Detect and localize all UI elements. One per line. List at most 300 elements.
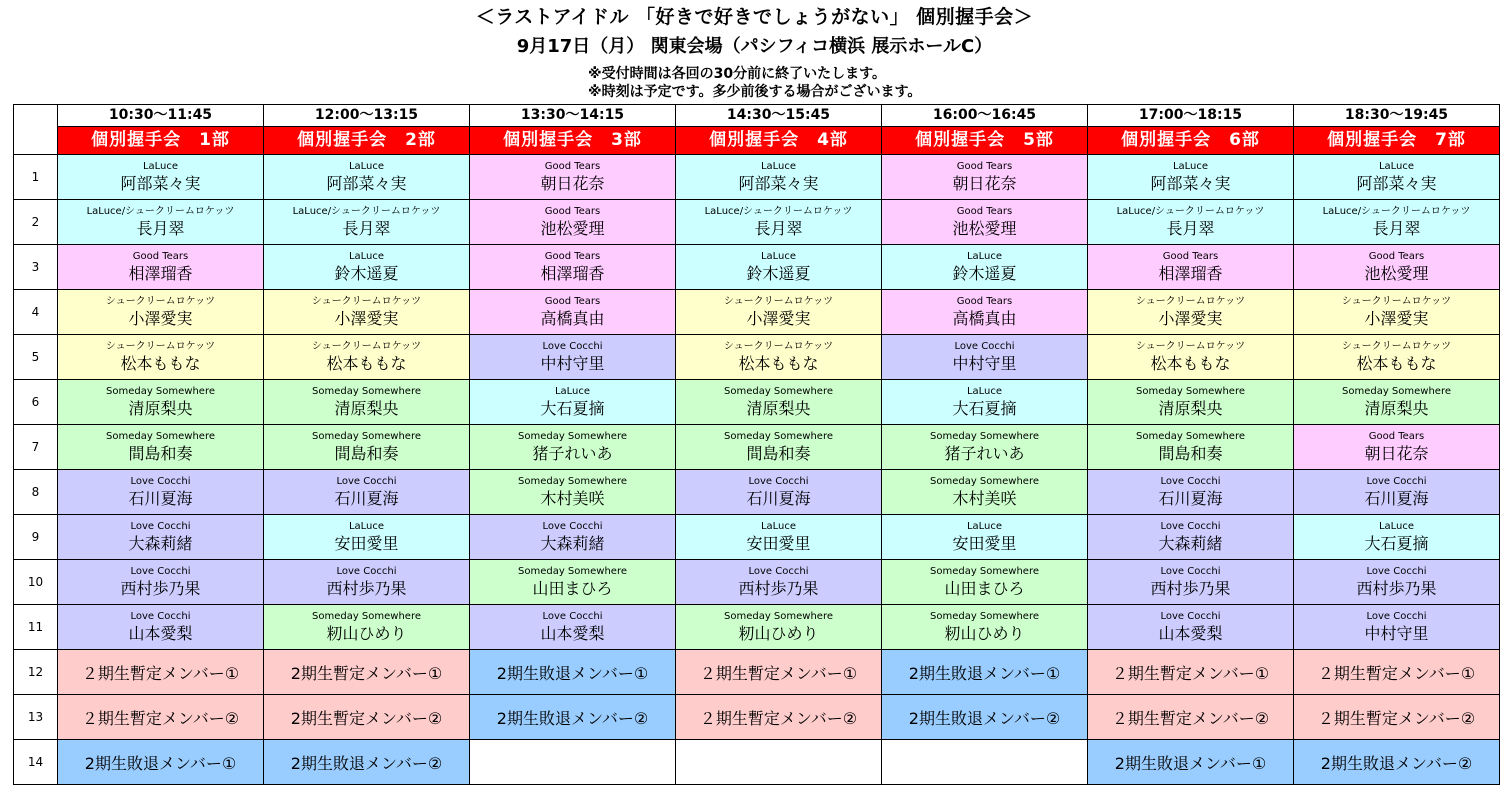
member-cell <box>264 245 470 290</box>
member-name: 石川夏海 <box>128 489 193 508</box>
row-number: 9 <box>14 515 58 560</box>
second-gen-label: 2期生敗退メンバー① <box>84 753 237 773</box>
table-row <box>14 200 1500 245</box>
second-gen-label: 2期生敗退メンバー① <box>908 663 1061 683</box>
group-name: Love Cocchi <box>542 611 603 622</box>
member-cell <box>470 245 676 290</box>
member-name: 相澤瑠香 <box>1158 264 1223 283</box>
row-number: 14 <box>14 740 58 785</box>
group-name: LaLuce <box>966 521 1003 532</box>
group-name: Love Cocchi <box>1160 476 1221 487</box>
member-cell <box>882 290 1088 335</box>
member-cell <box>676 290 882 335</box>
member-cell <box>264 200 470 245</box>
second-gen-cell <box>470 695 676 740</box>
table-row <box>14 380 1500 425</box>
member-name: 間島和奏 <box>746 444 811 463</box>
second-gen-cell <box>1294 740 1500 785</box>
group-name: LaLuce <box>348 161 385 172</box>
group-name: Love Cocchi <box>130 521 191 532</box>
table-row <box>14 515 1500 560</box>
member-cell <box>470 515 676 560</box>
member-cell <box>882 425 1088 470</box>
group-name: LaLuce/シュークリームロケッツ <box>1322 206 1471 217</box>
member-cell <box>1294 425 1500 470</box>
group-name: Someday Somewhere <box>105 431 215 442</box>
table-row <box>14 335 1500 380</box>
second-gen-cell <box>1088 650 1294 695</box>
group-name: LaLuce <box>966 386 1003 397</box>
member-name: 山田まひろ <box>944 579 1025 598</box>
group-name: Good Tears <box>956 206 1013 217</box>
second-gen-label: ２期生暫定メンバー① <box>699 663 858 683</box>
second-gen-label: 2期生敗退メンバー② <box>908 708 1061 728</box>
group-name: Someday Somewhere <box>723 431 833 442</box>
schedule-body <box>14 105 1500 785</box>
member-cell <box>882 605 1088 650</box>
second-gen-label: ２期生暫定メンバー② <box>1111 708 1270 728</box>
group-name: シュークリームロケッツ <box>1135 296 1246 307</box>
member-cell <box>1294 245 1500 290</box>
group-name: Love Cocchi <box>336 566 397 577</box>
member-cell <box>1088 515 1294 560</box>
group-name: Someday Somewhere <box>311 611 421 622</box>
group-name: Good Tears <box>544 296 601 307</box>
member-cell <box>264 335 470 380</box>
member-name: 中村守里 <box>952 354 1017 373</box>
second-gen-label: 2期生敗退メンバー① <box>1114 753 1267 773</box>
group-name: シュークリームロケッツ <box>723 296 834 307</box>
member-name: 鈴木遥夏 <box>746 264 811 283</box>
group-name: Someday Somewhere <box>1341 386 1451 397</box>
group-name: Good Tears <box>1162 251 1219 262</box>
member-name: 長月翠 <box>1166 219 1215 238</box>
member-name: 高橋真由 <box>540 309 605 328</box>
group-name: LaLuce <box>760 251 797 262</box>
member-cell <box>1088 335 1294 380</box>
member-name: 安田愛里 <box>746 534 811 553</box>
table-row <box>14 155 1500 200</box>
group-name: Good Tears <box>1368 431 1425 442</box>
row-number: 12 <box>14 650 58 695</box>
member-name: 朝日花奈 <box>1364 444 1429 463</box>
second-gen-cell <box>1294 650 1500 695</box>
part-label-5: 個別握手会 5部 <box>882 127 1088 155</box>
member-name: 長月翠 <box>1372 219 1421 238</box>
member-name: 石川夏海 <box>1364 489 1429 508</box>
member-name: 池松愛理 <box>952 219 1017 238</box>
row-number: 13 <box>14 695 58 740</box>
member-cell <box>470 560 676 605</box>
group-name: Love Cocchi <box>130 566 191 577</box>
second-gen-cell <box>58 695 264 740</box>
member-name: 清原梨央 <box>334 399 399 418</box>
member-name: 大石夏摘 <box>1364 534 1429 553</box>
member-name: 木村美咲 <box>540 489 605 508</box>
time-slot-7: 18:30～19:45 <box>1294 105 1500 127</box>
member-cell <box>58 560 264 605</box>
member-name: 石川夏海 <box>746 489 811 508</box>
member-cell <box>58 245 264 290</box>
group-name: Someday Somewhere <box>311 431 421 442</box>
group-name: LaLuce <box>1172 161 1209 172</box>
member-name: 間島和奏 <box>128 444 193 463</box>
member-name: 山本愛梨 <box>128 624 193 643</box>
member-cell <box>470 200 676 245</box>
member-name: 西村歩乃果 <box>120 579 201 598</box>
group-name: LaLuce <box>348 521 385 532</box>
group-name: Good Tears <box>544 251 601 262</box>
member-name: 大森莉緒 <box>128 534 193 553</box>
member-cell <box>470 335 676 380</box>
group-name: LaLuce <box>966 251 1003 262</box>
member-cell <box>58 155 264 200</box>
second-gen-cell <box>58 650 264 695</box>
group-name: Love Cocchi <box>1160 566 1221 577</box>
member-cell <box>58 515 264 560</box>
handshake-schedule-table <box>13 104 1500 785</box>
corner-cell <box>14 105 58 155</box>
member-name: 清原梨央 <box>128 399 193 418</box>
member-name: 小澤愛実 <box>334 309 399 328</box>
second-gen-cell <box>264 740 470 785</box>
member-cell <box>470 605 676 650</box>
group-name: Someday Somewhere <box>929 611 1039 622</box>
row-number: 10 <box>14 560 58 605</box>
member-name: 中村守里 <box>540 354 605 373</box>
group-name: Someday Somewhere <box>1135 386 1245 397</box>
member-name: 小澤愛実 <box>128 309 193 328</box>
member-name: 小澤愛実 <box>746 309 811 328</box>
group-name: Love Cocchi <box>748 476 809 487</box>
group-name: Love Cocchi <box>1366 476 1427 487</box>
member-name: 木村美咲 <box>952 489 1017 508</box>
time-slot-1: 10:30～11:45 <box>58 105 264 127</box>
group-name: シュークリームロケッツ <box>105 341 216 352</box>
part-label-2: 個別握手会 2部 <box>264 127 470 155</box>
group-name: LaLuce <box>554 386 591 397</box>
second-gen-cell <box>470 650 676 695</box>
group-name: Love Cocchi <box>130 476 191 487</box>
member-cell <box>264 380 470 425</box>
row-number: 2 <box>14 200 58 245</box>
group-name: Someday Somewhere <box>311 386 421 397</box>
member-name: 清原梨央 <box>1158 399 1223 418</box>
second-gen-label: ２期生暫定メンバー② <box>81 708 240 728</box>
member-name: 朝日花奈 <box>540 174 605 193</box>
time-slot-4: 14:30～15:45 <box>676 105 882 127</box>
group-name: Someday Somewhere <box>517 476 627 487</box>
member-cell <box>676 245 882 290</box>
member-cell <box>1088 200 1294 245</box>
group-name: シュークリームロケッツ <box>1341 296 1452 307</box>
group-name: シュークリームロケッツ <box>1135 341 1246 352</box>
member-name: 相澤瑠香 <box>128 264 193 283</box>
member-cell <box>1294 560 1500 605</box>
group-name: Someday Somewhere <box>517 566 627 577</box>
group-name: シュークリームロケッツ <box>311 341 422 352</box>
part-label-6: 個別握手会 6部 <box>1088 127 1294 155</box>
group-name: LaLuce <box>1378 161 1415 172</box>
member-name: 中村守里 <box>1364 624 1429 643</box>
member-name: 池松愛理 <box>540 219 605 238</box>
member-name: 山本愛梨 <box>1158 624 1223 643</box>
time-slot-6: 17:00～18:15 <box>1088 105 1294 127</box>
member-name: 山本愛梨 <box>540 624 605 643</box>
group-name: LaLuce <box>348 251 385 262</box>
member-cell <box>676 335 882 380</box>
member-cell <box>470 380 676 425</box>
table-row <box>14 470 1500 515</box>
second-gen-label: ２期生暫定メンバー① <box>81 663 240 683</box>
second-gen-cell <box>264 650 470 695</box>
member-cell <box>58 290 264 335</box>
group-name: シュークリームロケッツ <box>1341 341 1452 352</box>
member-cell <box>882 155 1088 200</box>
member-name: 大森莉緒 <box>1158 534 1223 553</box>
member-cell <box>264 290 470 335</box>
table-row <box>14 605 1500 650</box>
group-name: Someday Somewhere <box>929 566 1039 577</box>
second-gen-cell <box>264 695 470 740</box>
group-name: Good Tears <box>1368 251 1425 262</box>
group-name: Good Tears <box>132 251 189 262</box>
group-name: Good Tears <box>544 206 601 217</box>
member-name: 長月翠 <box>754 219 803 238</box>
member-cell <box>1294 380 1500 425</box>
member-name: 間島和奏 <box>1158 444 1223 463</box>
member-name: 籾山ひめり <box>738 624 819 643</box>
member-cell <box>1294 515 1500 560</box>
group-name: Love Cocchi <box>542 341 603 352</box>
member-cell <box>882 245 1088 290</box>
member-name: 松本ももな <box>326 354 407 373</box>
member-name: 松本ももな <box>120 354 201 373</box>
member-cell <box>1294 470 1500 515</box>
member-cell <box>470 425 676 470</box>
group-name: Love Cocchi <box>954 341 1015 352</box>
time-slot-2: 12:00～13:15 <box>264 105 470 127</box>
member-cell <box>264 515 470 560</box>
member-cell <box>264 155 470 200</box>
member-name: 西村歩乃果 <box>1356 579 1437 598</box>
member-cell <box>882 200 1088 245</box>
second-gen-label: ２期生暫定メンバー① <box>1111 663 1270 683</box>
group-name: Love Cocchi <box>336 476 397 487</box>
group-name: Good Tears <box>956 161 1013 172</box>
group-name: Someday Somewhere <box>1135 431 1245 442</box>
part-label-7: 個別握手会 7部 <box>1294 127 1500 155</box>
part-label-4: 個別握手会 4部 <box>676 127 882 155</box>
table-row <box>14 560 1500 605</box>
second-gen-label: 2期生敗退メンバー① <box>496 663 649 683</box>
row-number: 6 <box>14 380 58 425</box>
second-gen-cell <box>1088 740 1294 785</box>
second-gen-cell <box>676 650 882 695</box>
group-name: Someday Somewhere <box>723 386 833 397</box>
second-gen-label: 2期生敗退メンバー② <box>1320 753 1473 773</box>
group-name: LaLuce <box>760 521 797 532</box>
member-cell <box>1088 290 1294 335</box>
member-name: 鈴木遥夏 <box>952 264 1017 283</box>
group-name: Love Cocchi <box>542 521 603 532</box>
group-name: Someday Somewhere <box>929 431 1039 442</box>
member-cell <box>676 470 882 515</box>
row-number: 8 <box>14 470 58 515</box>
member-name: 籾山ひめり <box>326 624 407 643</box>
second-gen-label: 2期生敗退メンバー② <box>496 708 649 728</box>
member-name: 猪子れいあ <box>944 444 1025 463</box>
table-row <box>14 245 1500 290</box>
part-label-1: 個別握手会 1部 <box>58 127 264 155</box>
member-cell <box>264 560 470 605</box>
table-row <box>14 425 1500 470</box>
row-number: 5 <box>14 335 58 380</box>
member-name: 松本ももな <box>738 354 819 373</box>
member-name: 池松愛理 <box>1364 264 1429 283</box>
member-cell <box>264 425 470 470</box>
row-number: 3 <box>14 245 58 290</box>
member-name: 松本ももな <box>1356 354 1437 373</box>
table-row <box>14 695 1500 740</box>
time-slot-3: 13:30～14:15 <box>470 105 676 127</box>
member-name: 大石夏摘 <box>952 399 1017 418</box>
member-cell <box>1294 605 1500 650</box>
group-name: シュークリームロケッツ <box>311 296 422 307</box>
member-cell <box>1294 155 1500 200</box>
member-name: 高橋真由 <box>952 309 1017 328</box>
member-cell <box>264 470 470 515</box>
member-name: 安田愛里 <box>334 534 399 553</box>
member-name: 石川夏海 <box>334 489 399 508</box>
member-name: 西村歩乃果 <box>326 579 407 598</box>
member-name: 西村歩乃果 <box>738 579 819 598</box>
member-name: 長月翠 <box>136 219 185 238</box>
second-gen-label: 2期生敗退メンバー② <box>290 753 443 773</box>
member-cell <box>264 605 470 650</box>
empty-cell <box>676 740 882 785</box>
group-name: Love Cocchi <box>1160 521 1221 532</box>
second-gen-label: 2期生暫定メンバー② <box>290 708 443 728</box>
second-gen-cell <box>1088 695 1294 740</box>
empty-cell <box>470 740 676 785</box>
member-name: 阿部菜々実 <box>738 174 819 193</box>
member-cell <box>676 425 882 470</box>
member-cell <box>882 335 1088 380</box>
member-cell <box>676 380 882 425</box>
member-cell <box>676 155 882 200</box>
member-cell <box>676 560 882 605</box>
member-cell <box>676 515 882 560</box>
second-gen-cell <box>882 650 1088 695</box>
member-name: 清原梨央 <box>1364 399 1429 418</box>
member-cell <box>676 200 882 245</box>
second-gen-label: ２期生暫定メンバー② <box>699 708 858 728</box>
member-cell <box>676 605 882 650</box>
group-name: Good Tears <box>544 161 601 172</box>
empty-cell <box>882 740 1088 785</box>
second-gen-cell <box>1294 695 1500 740</box>
member-cell <box>1294 335 1500 380</box>
member-name: 阿部菜々実 <box>326 174 407 193</box>
group-name: Good Tears <box>956 296 1013 307</box>
member-name: 鈴木遥夏 <box>334 264 399 283</box>
row-number: 7 <box>14 425 58 470</box>
member-name: 相澤瑠香 <box>540 264 605 283</box>
group-name: Someday Somewhere <box>105 386 215 397</box>
second-gen-cell <box>676 695 882 740</box>
part-row <box>14 127 1500 155</box>
member-cell <box>58 425 264 470</box>
second-gen-label: ２期生暫定メンバー② <box>1317 708 1476 728</box>
group-name: LaLuce/シュークリームロケッツ <box>292 206 441 217</box>
member-cell <box>1088 380 1294 425</box>
member-name: 朝日花奈 <box>952 174 1017 193</box>
member-cell <box>882 515 1088 560</box>
table-row <box>14 650 1500 695</box>
member-name: 大石夏摘 <box>540 399 605 418</box>
member-cell <box>58 470 264 515</box>
member-name: 小澤愛実 <box>1158 309 1223 328</box>
row-number: 11 <box>14 605 58 650</box>
second-gen-cell <box>58 740 264 785</box>
group-name: Love Cocchi <box>1366 611 1427 622</box>
member-cell <box>882 560 1088 605</box>
member-name: 石川夏海 <box>1158 489 1223 508</box>
group-name: シュークリームロケッツ <box>723 341 834 352</box>
table-row <box>14 740 1500 785</box>
member-cell <box>1088 605 1294 650</box>
group-name: Someday Somewhere <box>517 431 627 442</box>
member-cell <box>58 200 264 245</box>
second-gen-label: ２期生暫定メンバー① <box>1317 663 1476 683</box>
group-name: Love Cocchi <box>130 611 191 622</box>
second-gen-cell <box>882 695 1088 740</box>
member-name: 猪子れいあ <box>532 444 613 463</box>
member-cell <box>470 470 676 515</box>
member-name: 長月翠 <box>342 219 391 238</box>
member-name: 小澤愛実 <box>1364 309 1429 328</box>
group-name: LaLuce <box>142 161 179 172</box>
table-row <box>14 290 1500 335</box>
group-name: LaLuce <box>760 161 797 172</box>
member-name: 安田愛里 <box>952 534 1017 553</box>
group-name: LaLuce/シュークリームロケッツ <box>86 206 235 217</box>
second-gen-label: 2期生暫定メンバー① <box>290 663 443 683</box>
group-name: LaLuce/シュークリームロケッツ <box>704 206 853 217</box>
member-cell <box>882 380 1088 425</box>
event-date-venue: 9月17日（月） 関東会場（パシフィコ横浜 展示ホールC） <box>516 36 993 57</box>
group-name: LaLuce/シュークリームロケッツ <box>1116 206 1265 217</box>
member-cell <box>1088 245 1294 290</box>
member-cell <box>1088 155 1294 200</box>
group-name: Love Cocchi <box>1160 611 1221 622</box>
member-cell <box>1088 560 1294 605</box>
member-name: 間島和奏 <box>334 444 399 463</box>
member-name: 阿部菜々実 <box>120 174 201 193</box>
note-reception: ※受付時間は各回の30分前に終了いたします。 <box>588 66 886 82</box>
group-name: Love Cocchi <box>1366 566 1427 577</box>
group-name: Love Cocchi <box>748 566 809 577</box>
member-cell <box>470 155 676 200</box>
member-cell <box>58 605 264 650</box>
member-cell <box>470 290 676 335</box>
page-title: ＜ラストアイドル 「好きで好きでしょうがない」 個別握手会＞ <box>475 6 1034 28</box>
member-cell <box>58 335 264 380</box>
note-schedule: ※時刻は予定です。多少前後する場合がございます。 <box>588 84 922 100</box>
member-cell <box>1088 470 1294 515</box>
group-name: Someday Somewhere <box>723 611 833 622</box>
